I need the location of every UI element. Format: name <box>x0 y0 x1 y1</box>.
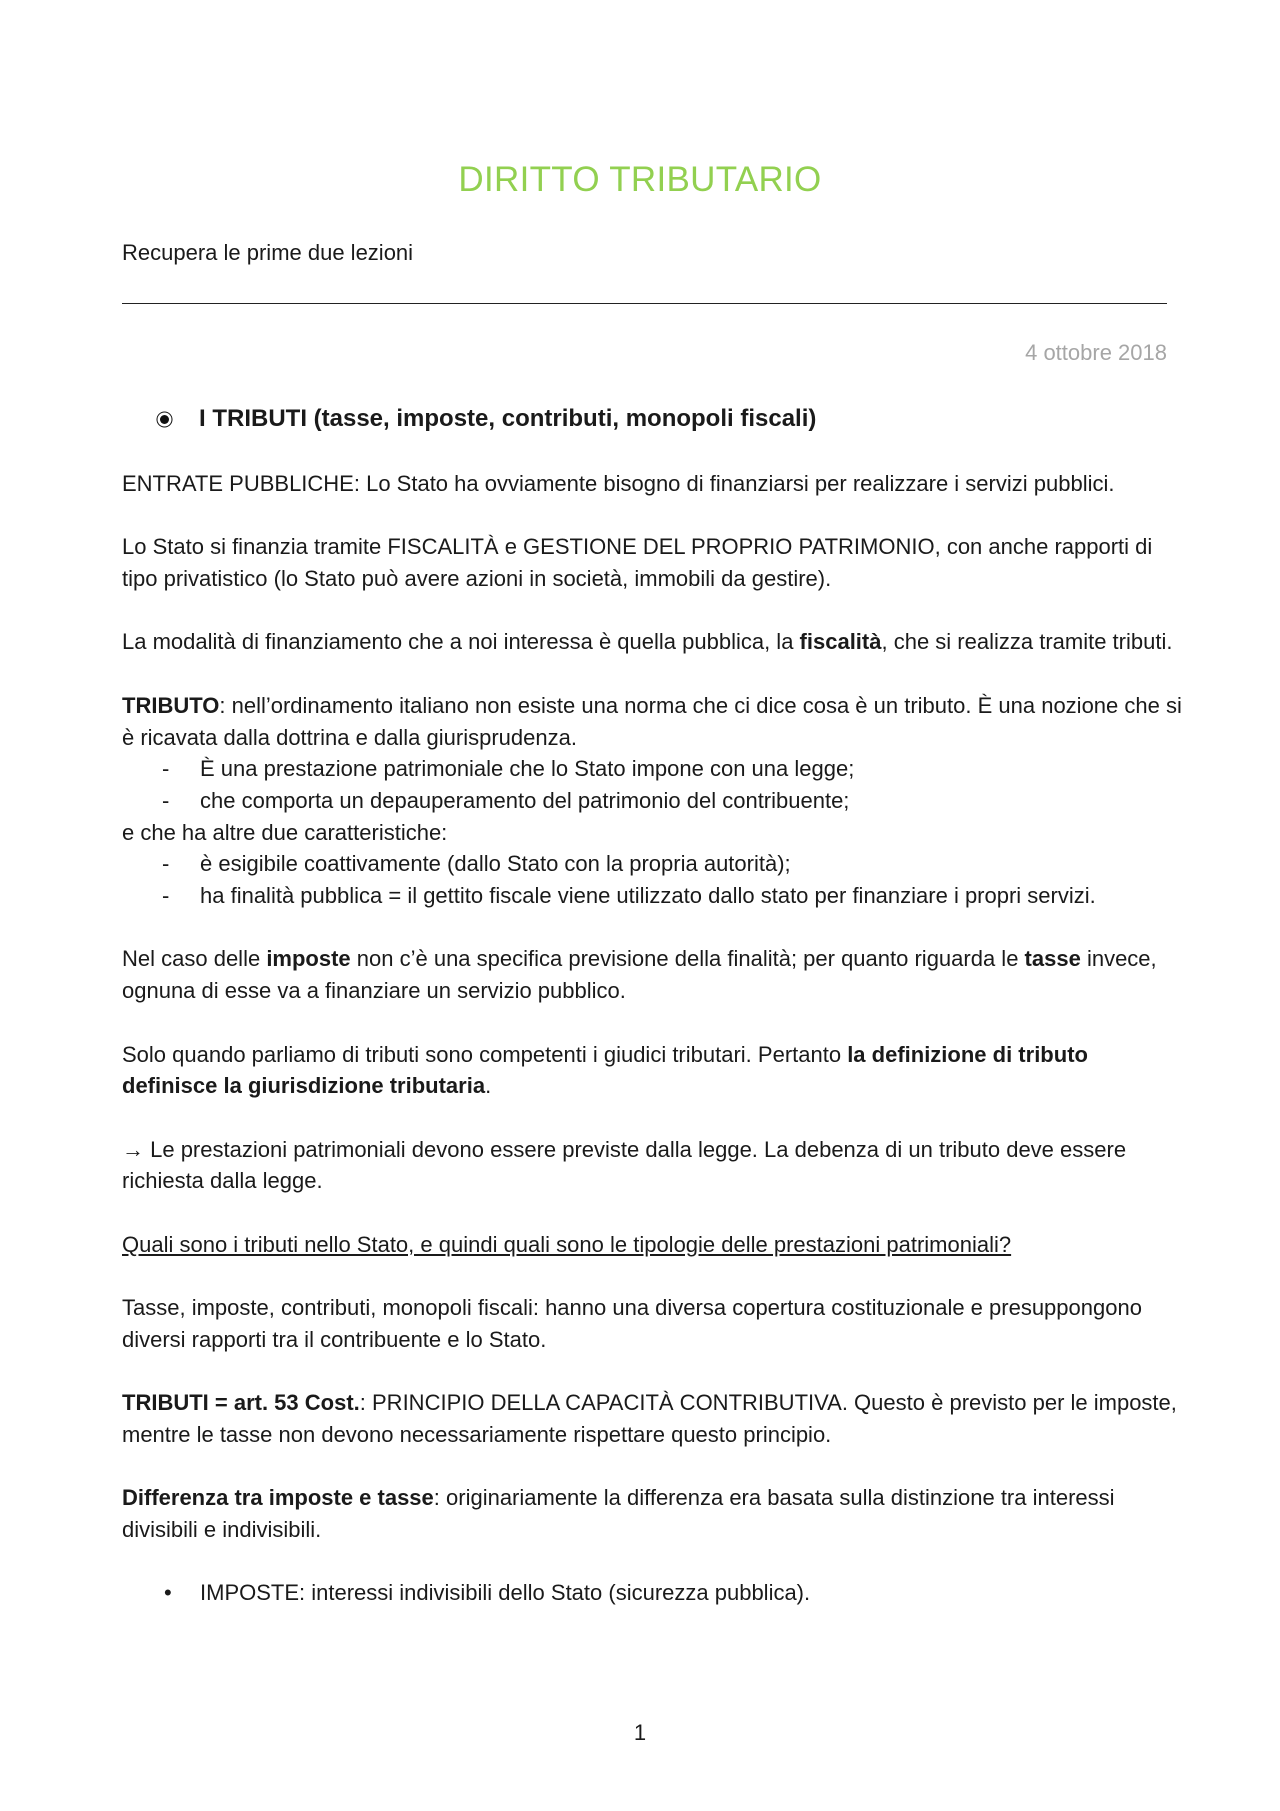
paragraph-caratteristiche: e che ha altre due caratteristiche: <box>122 819 448 845</box>
bold-term: tasse <box>1024 946 1081 972</box>
subtitle: Recupera le prime due lezioni <box>122 240 414 265</box>
dash-list <box>122 848 1182 911</box>
paragraph-question <box>122 1229 1182 1261</box>
list-item-text: È una prestazione patrimoniale che lo Stato impone con una legge; <box>200 756 855 782</box>
document-title: DIRITTO TRIBUTARIO <box>458 160 822 199</box>
text-run: invece, ognuna di esse va a finanziare un servizio pubblico. <box>122 946 1157 1004</box>
bullet-list <box>122 1577 1182 1609</box>
text-run: Nel caso delle <box>122 946 267 972</box>
list-item <box>122 848 1182 880</box>
text-run: : originariamente la differenza era basata sulla distinzione tra interessi divisibili e indivisibili. <box>122 1485 1115 1543</box>
bold-term: TRIBUTO <box>122 692 220 718</box>
dash-marker: - <box>162 883 170 909</box>
section-heading-text: I TRIBUTI (tasse, imposte, contributi, monopoli fiscali) <box>199 405 817 432</box>
bold-term: fiscalità <box>799 629 882 655</box>
dash-marker: - <box>162 756 170 782</box>
bullet-icon <box>160 415 169 424</box>
list-item <box>122 753 1182 785</box>
paragraph-imposte-tasse <box>122 943 1182 1006</box>
list-item-text: che comporta un depauperamento del patrimonio del contribuente; <box>200 787 850 813</box>
list-item <box>122 1577 1182 1609</box>
text-run: non c’è una specifica previsione della finalità; per quanto riguarda le <box>350 946 1025 972</box>
paragraph-tipologie: Tasse, imposte, contributi, monopoli fiscali: hanno una diversa copertura costituzionale e presuppongono diversi rapporti tra il contribuente e lo Stato. <box>122 1295 1142 1352</box>
list-item-text: è esigibile coattivamente (dallo Stato con la propria autorità); <box>200 851 791 877</box>
paragraph-art53 <box>122 1387 1182 1450</box>
dash-marker: - <box>162 851 170 877</box>
arrow-icon: → <box>122 1136 144 1162</box>
page-number: 1 <box>633 1720 647 1745</box>
list-item <box>122 785 1182 817</box>
paragraph-legge <box>122 1134 1182 1197</box>
text-run: . <box>485 1073 492 1099</box>
body-text <box>122 468 1182 1609</box>
paragraph-fiscalita <box>122 626 1182 658</box>
paragraph-entrate: ENTRATE PUBBLICHE: Lo Stato ha ovviamente bisogno di finanziarsi per realizzare i servizi pubblici. <box>122 471 1115 496</box>
horizontal-rule <box>122 303 1167 304</box>
dash-list <box>122 753 1182 816</box>
list-item-text: IMPOSTE: interessi indivisibili dello Stato (sicurezza pubblica). <box>200 1580 811 1606</box>
bold-term: Differenza tra imposte e tasse <box>122 1485 434 1511</box>
bold-term: TRIBUTI = art. 53 Cost. <box>122 1390 360 1416</box>
text-run: Le prestazioni patrimoniali devono essere previste dalla legge. La debenza di un tributo deve essere richiesta dalla legge. <box>122 1136 1127 1194</box>
bold-term: imposte <box>266 946 351 972</box>
bullet-icon: • <box>164 1580 172 1606</box>
dash-marker: - <box>162 787 170 813</box>
paragraph-giurisdizione <box>122 1039 1182 1102</box>
list-item <box>122 880 1182 912</box>
text-run: Solo quando parliamo di tributi sono competenti i giudici tributari. Pertanto <box>122 1041 848 1067</box>
paragraph-tributo <box>122 690 1182 753</box>
paragraph-finanziamento: Lo Stato si finanzia tramite FISCALITÀ e GESTIONE DEL PROPRIO PATRIMONIO, con anche rapporti di tipo privatistico (lo Stato può avere azioni in società, immobili da gestire). <box>122 534 1153 592</box>
paragraph-differenza <box>122 1482 1182 1545</box>
bold-term: la definizione di tributo definisce la giurisdizione tributaria <box>122 1041 1088 1099</box>
date-label: 4 ottobre 2018 <box>1025 340 1167 365</box>
text-run: : PRINCIPIO DELLA CAPACITÀ CONTRIBUTIVA. Questo è previsto per le imposte, mentre le tasse non devono necessariamente rispettare questo principio. <box>122 1390 1177 1447</box>
section-heading <box>160 405 816 433</box>
underlined-question: Quali sono i tributi nello Stato, e quindi quali sono le tipologie delle prestazioni patrimoniali? <box>122 1231 1012 1257</box>
list-item-text: ha finalità pubblica = il gettito fiscale viene utilizzato dallo stato per finanziare i propri servizi. <box>200 883 1096 909</box>
text-run: , che si realizza tramite tributi. <box>881 629 1173 655</box>
text-run: La modalità di finanziamento che a noi interessa è quella pubblica, la <box>122 629 800 655</box>
text-run: : nell’ordinamento italiano non esiste una norma che ci dice cosa è un tributo. È una nozione che si è ricavata dalla dottrina e dalla giurisprudenza. <box>122 692 1182 750</box>
